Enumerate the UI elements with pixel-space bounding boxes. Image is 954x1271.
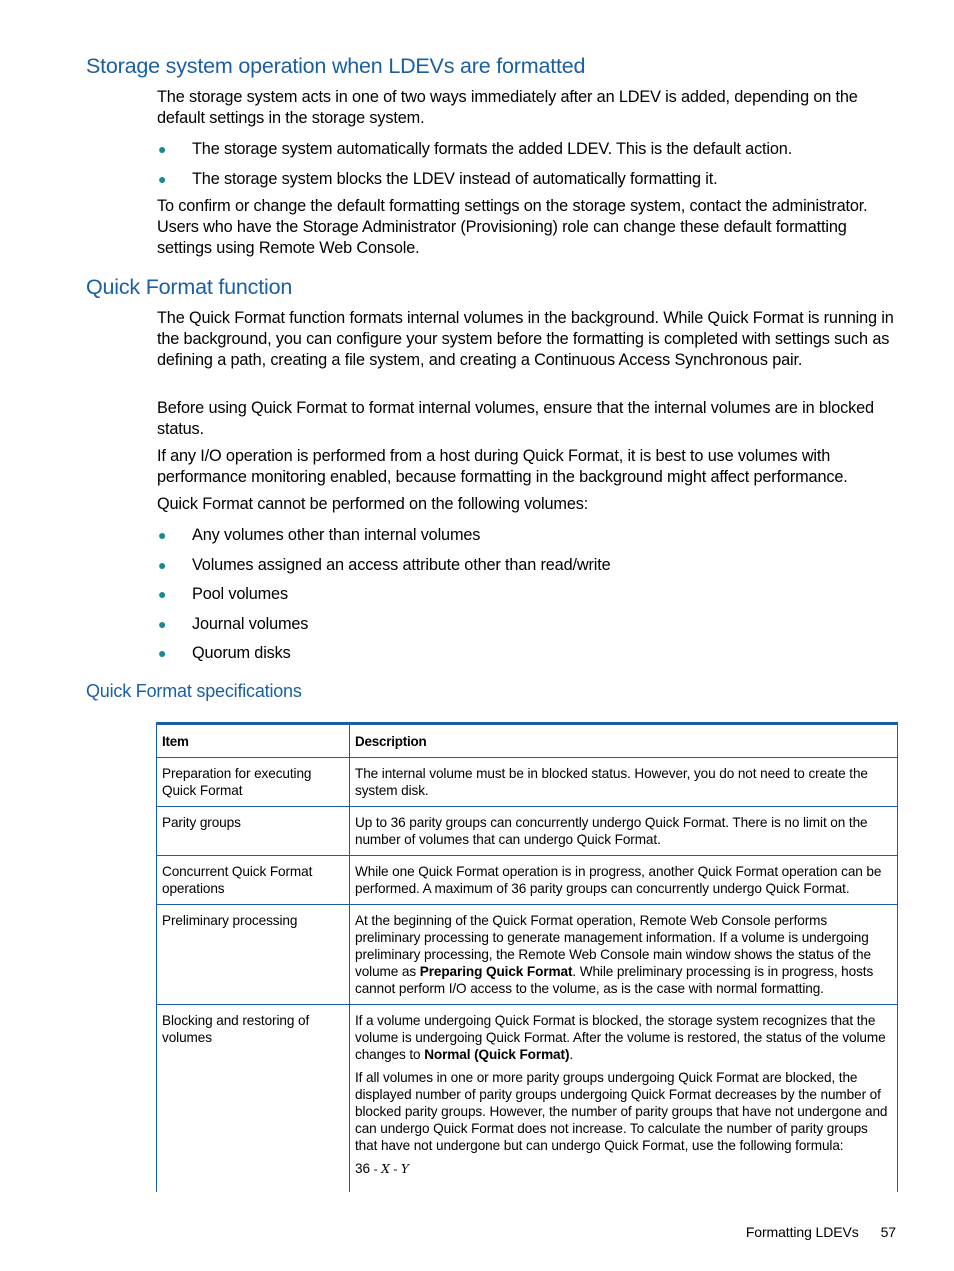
- quick-format-paragraph: The Quick Format function formats internal volumes in the background. While Quick Format is running in the background, you can configure your system before the formatting is completed with settings such as defining a path, creating a file system, and creating a Continuous Access Synchronous pair.: [157, 309, 894, 369]
- item-cell: Preliminary processing: [157, 905, 350, 1005]
- footer-chapter-title: Formatting LDEVs: [745, 1224, 859, 1240]
- intro-paragraph: The storage system acts in one of two ways immediately after an LDEV is added, depending on the default settings in the storage system.: [157, 88, 858, 127]
- settings-paragraph: To confirm or change the default formatting settings on the storage system, contact the administrator. Users who have the Storage Administrator (Provisioning) role can change these default formatting settings using Remote Web Console.: [157, 197, 868, 257]
- description-cell: If a volume undergoing Quick Format is blocked, the storage system recognizes that the volume is undergoing Quick Format. After the volume is restored, the status of the volume changes to Normal (Quick Format). If all volumes in one or more parity groups undergoing Quick Format are blocked, the displayed number of parity groups undergoing Quick Format decreases by the number of blocked parity groups. However, the number of parity groups that have not undergone and can undergo Quick Format does not increase. To calculate the number of parity groups that have not undergone but can undergo Quick Format, use the following formula: 36 - X - Y: [350, 1005, 898, 1193]
- bullet-icon: ●: [158, 527, 167, 543]
- specifications-table: [156, 722, 898, 1192]
- exclusions-intro: Quick Format cannot be performed on the following volumes:: [157, 495, 589, 513]
- section-heading-specifications: Quick Format specifications: [86, 681, 302, 701]
- bullet-icon: ●: [158, 141, 167, 157]
- bullet-icon: ●: [158, 645, 167, 661]
- bullet-icon: ●: [158, 171, 167, 187]
- table-row: [157, 807, 898, 856]
- section-heading-ldev-format: Storage system operation when LDEVs are formatted: [86, 54, 586, 78]
- page-number: 57: [880, 1224, 896, 1240]
- description-cell: While one Quick Format operation is in progress, another Quick Format operation can be performed. A maximum of 36 parity groups can concurrently undergo Quick Format.: [350, 856, 898, 905]
- table-row: [157, 905, 898, 1005]
- table-header-row: [157, 724, 898, 758]
- table-row: [157, 1005, 898, 1193]
- bullet-icon: ●: [158, 616, 167, 632]
- io-operation-paragraph: If any I/O operation is performed from a host during Quick Format, it is best to use volumes with performance monitoring enabled, because formatting in the background might affect performance.: [157, 447, 848, 486]
- bullet-icon: ●: [158, 557, 167, 573]
- status-label-preparing: Preparing Quick Format: [419, 964, 573, 979]
- blocked-status-paragraph: Before using Quick Format to format internal volumes, ensure that the internal volumes are in blocked status.: [157, 399, 874, 438]
- column-header-item: Item: [157, 724, 350, 758]
- item-cell: Concurrent Quick Format operations: [157, 856, 350, 905]
- section-heading-quick-format: Quick Format function: [86, 275, 293, 299]
- status-label-normal: Normal (Quick Format): [424, 1047, 570, 1062]
- formula: 36 - X - Y: [355, 1161, 409, 1176]
- item-cell: Blocking and restoring of volumes: [157, 1005, 350, 1193]
- bullet-icon: ●: [158, 586, 167, 602]
- description-cell: At the beginning of the Quick Format operation, Remote Web Console performs preliminary processing to generate management information. If a volume is undergoing preliminary processing, the Remote Web Console main window shows the status of the volume as Preparing Quick Format. While preliminary processing is in progress, hosts cannot perform I/O access to the volume, as is the case with normal formatting.: [350, 905, 898, 1005]
- table-row: [157, 758, 898, 807]
- item-cell: Parity groups: [157, 807, 350, 856]
- item-cell: Preparation for executing Quick Format: [157, 758, 350, 807]
- page-footer: [746, 1224, 896, 1241]
- table-row: [157, 856, 898, 905]
- column-header-description: Description: [350, 724, 898, 758]
- description-cell: Up to 36 parity groups can concurrently undergo Quick Format. There is no limit on the number of volumes that can undergo Quick Format.: [350, 807, 898, 856]
- description-cell: The internal volume must be in blocked status. However, you do not need to create the system disk.: [350, 758, 898, 807]
